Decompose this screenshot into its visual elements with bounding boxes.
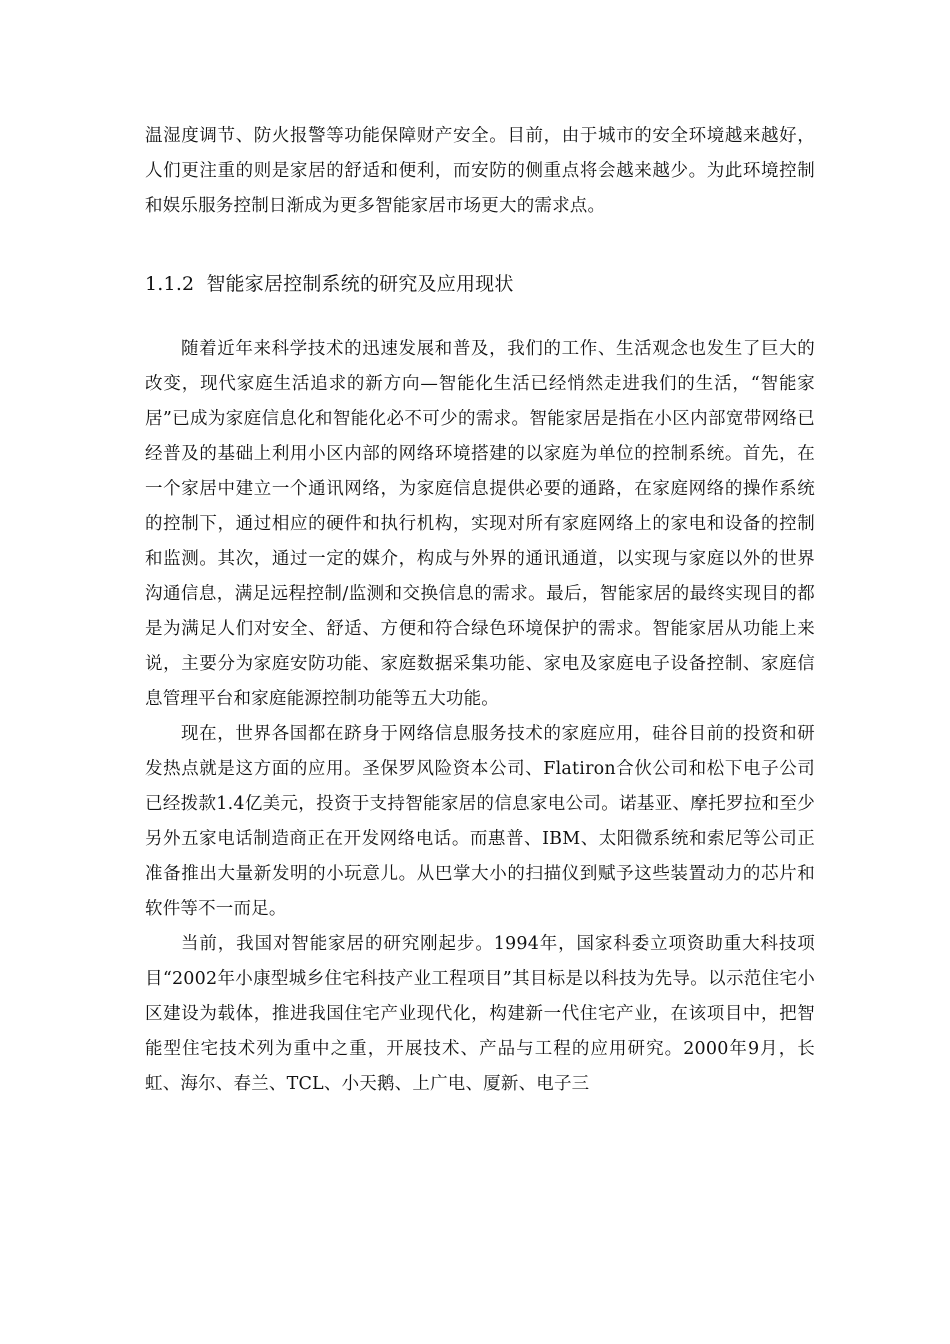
section-heading xyxy=(145,264,815,304)
document-body xyxy=(145,119,815,1102)
section-title: 智能家居控制系统的研究及应用现状 xyxy=(206,273,514,295)
paragraph-continuation: 温湿度调节、防火报警等功能保障财产安全。目前，由于城市的安全环境越来越好，人们更注重的则是家居的舒适和便利，而安防的侧重点将会越来越少。为此环境控制和娱乐服务控制日渐成为更多智能家居市场更大的需求点。 xyxy=(145,126,815,216)
paragraph: 现在，世界各国都在跻身于网络信息服务技术的家庭应用，硅谷目前的投资和研发热点就是这方面的应用。圣保罗风险资本公司、Flatiron合伙公司和松下电子公司已经拨款1.4亿美元，投资于支持智能家居的信息家电公司。诺基亚、摩托罗拉和至少另外五家电话制造商正在开发网络电话。而惠普、IBM、太阳微系统和索尼等公司正准备推出大量新发明的小玩意儿。从巴掌大小的扫描仪到赋予这些装置动力的芯片和软件等不一而足。 xyxy=(145,724,815,919)
paragraph: 当前，我国对智能家居的研究刚起步。1994年，国家科委立项资助重大科技项目“2002年小康型城乡住宅科技产业工程项目”其目标是以科技为先导。以示范住宅小区建设为载体，推进我国住宅产业现代化，构建新一代住宅产业，在该项目中，把智能型住宅技术列为重中之重，开展技术、产品与工程的应用研究。2000年9月，长虹、海尔、春兰、TCL、小天鹅、上广电、厦新、电子三 xyxy=(145,934,815,1094)
paragraph: 随着近年来科学技术的迅速发展和普及，我们的工作、生活观念也发生了巨大的改变，现代家庭生活追求的新方向—智能化生活已经悄然走进我们的生活，“智能家居”已成为家庭信息化和智能化必不可少的需求。智能家居是指在小区内部宽带网络已经普及的基础上利用小区内部的网络环境搭建的以家庭为单位的控制系统。首先，在一个家居中建立一个通讯网络，为家庭信息提供必要的通路，在家庭网络的操作系统的控制下，通过相应的硬件和执行机构，实现对所有家庭网络上的家电和设备的控制和监测。其次，通过一定的媒介，构成与外界的通讯通道，以实现与家庭以外的世界沟通信息，满足远程控制/监测和交换信息的需求。最后，智能家居的最终实现目的都是为满足人们对安全、舒适、方便和符合绿色环境保护的需求。智能家居从功能上来说，主要分为家庭安防功能、家庭数据采集功能、家电及家庭电子设备控制、家庭信息管理平台和家庭能源控制功能等五大功能。 xyxy=(145,339,815,709)
section-number: 1.1.2 xyxy=(145,273,195,295)
